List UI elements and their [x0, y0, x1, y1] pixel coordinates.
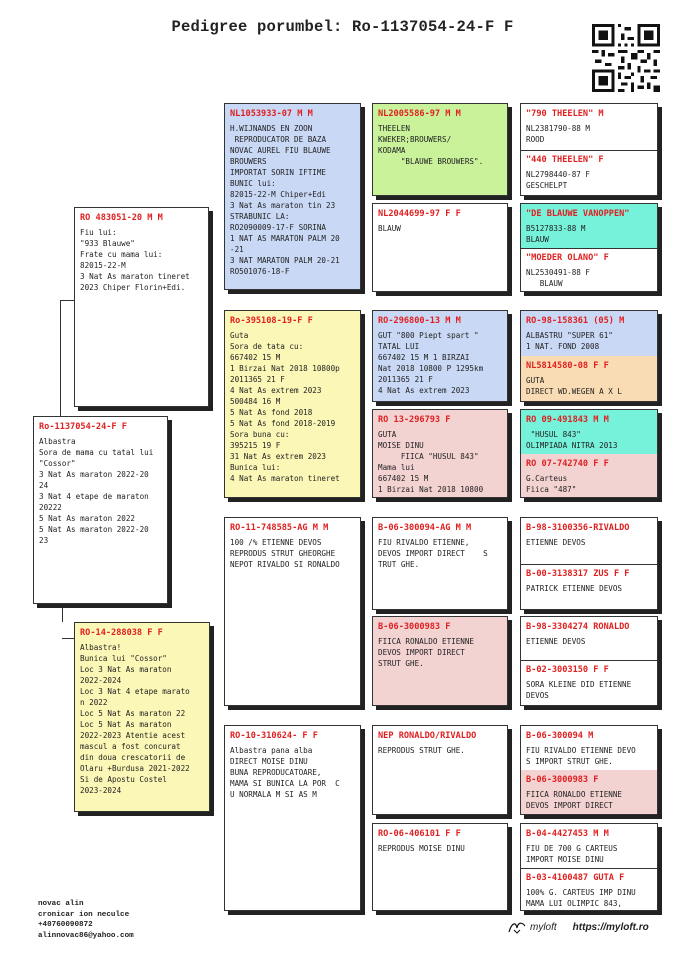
ring-number: NL2044699-97 F F	[378, 209, 461, 219]
pigeon-card-gen2-3[interactable]	[224, 517, 361, 706]
ring-number: "DE BLAUWE VANOPPEN"	[526, 209, 630, 219]
pigeon-card-gen4-10[interactable]	[521, 564, 657, 609]
website-link[interactable]: https://myloft.ro	[572, 921, 649, 933]
pigeon-notes: NL2381790-88 M ROOD	[526, 124, 591, 144]
pigeon-notes: NL2798440-87 F GESCHELPT	[526, 170, 591, 190]
pigeon-card-gen3-3[interactable]	[372, 310, 508, 402]
myloft-logo-icon	[508, 920, 526, 934]
brand-footer	[508, 920, 649, 934]
pigeon-card-gen3-5[interactable]	[372, 517, 508, 610]
pigeon-notes: ETIENNE DEVOS	[526, 538, 586, 547]
pigeon-card-gen4-2[interactable]	[521, 150, 657, 195]
ring-number: B-06-3000983 F	[526, 775, 599, 785]
pigeon-card-gen4-16[interactable]	[521, 868, 657, 910]
ring-number: B-06-3000983 F	[378, 622, 451, 632]
pigeon-notes: FIU DE 700 G CARTEUS IMPORT MOISE DINU	[526, 844, 618, 864]
pigeon-card-gen4-7[interactable]	[521, 410, 657, 454]
pigeon-card-gen4-pair-2	[520, 203, 658, 292]
ring-number: RO-11-748585-AG M M	[230, 523, 329, 533]
pigeon-notes: GUT "800 Piept spart " TATAL LUI 667402 15 M 1 BIRZAI Nat 2018 10800 P 1295km 2011365 21 F 4 Nat As extrem 2023	[378, 331, 484, 395]
pigeon-notes: NL2530491-88 F BLAUW	[526, 268, 591, 288]
pigeon-card-gen4-pair-8	[520, 823, 658, 911]
pigeon-notes: 100% G. CARTEUS IMP DINU MAMA LUI OLIMPIC 843,	[526, 888, 636, 908]
pigeon-card-gen4-12[interactable]	[521, 660, 657, 705]
pigeon-card-gen4-pair-1	[520, 103, 658, 196]
pigeon-card-subject[interactable]	[33, 416, 168, 604]
ring-number: NL2005586-97 M M	[378, 109, 461, 119]
pigeon-notes: Fiu lui: "933 Blauwe" Frate cu mama lui: 82015-22-M 3 Nat As maraton tineret 2023 Chiper Florin+Edi.	[80, 228, 190, 292]
ring-number: NEP RONALDO/RIVALDO	[378, 731, 477, 741]
pigeon-card-gen4-6[interactable]	[521, 356, 657, 401]
pigeon-notes: B5127833-88 M BLAUW	[526, 224, 586, 244]
ring-number: "440 THEELEN" F	[526, 155, 604, 165]
pigeon-notes: Albastra! Bunica lui "Cossor" Loc 3 Nat As maraton 2022-2024 Loc 3 Nat 4 etape marato n 2022 Loc 5 Nat As maraton 22 Loc 5 Nat As maraton 2022-2023 Atentie acest mascul a fost concurat din doua crescatorii de Olaru +Burdusa 2021-2022 Si de Apostu Costel 2023-2024	[80, 643, 190, 795]
ring-number: B-98-3304274 RONALDO	[526, 622, 630, 632]
pigeon-card-gen4-pair-4	[520, 409, 658, 498]
pigeon-card-gen3-6[interactable]	[372, 616, 508, 706]
pigeon-card-gen2-1[interactable]	[224, 103, 361, 290]
pigeon-card-gen4-9[interactable]	[521, 518, 657, 564]
pigeon-notes: FIU RIVALDO ETIENNE, DEVOS IMPORT DIRECT S TRUT GHE.	[378, 538, 488, 569]
pigeon-card-gen2-2[interactable]	[224, 310, 361, 498]
pigeon-card-gen4-11[interactable]	[521, 617, 657, 660]
pigeon-notes: SORA KLEINE DID ETIENNE DEVOS	[526, 680, 632, 700]
ring-number: RO-296800-13 M M	[378, 316, 461, 326]
pigeon-notes: FIU RIVALDO ETIENNE DEVO S IMPORT STRUT GHE.	[526, 746, 636, 766]
pigeon-card-gen2-4[interactable]	[224, 725, 361, 911]
ring-number: B-04-4427453 M M	[526, 829, 609, 839]
pigeon-card-gen4-pair-6	[520, 616, 658, 706]
pigeon-notes: ALBASTRU "SUPER 61" 1 NAT. FOND 2008	[526, 331, 613, 351]
pigeon-notes: REPRODUS MOISE DINU	[378, 844, 465, 853]
pigeon-card-gen3-4[interactable]	[372, 409, 508, 498]
ring-number: B-06-300094 M	[526, 731, 594, 741]
pigeon-notes: G.Carteus Fiica "487"	[526, 474, 577, 494]
pigeon-card-gen4-pair-7	[520, 725, 658, 815]
pigeon-card-gen4-pair-3	[520, 310, 658, 402]
ring-number: RO 13-296793 F	[378, 415, 451, 425]
pigeon-notes: FIICA RONALDO ETIENNE DEVOS IMPORT DIRECT STRUT GHE.	[378, 637, 475, 668]
owner-email[interactable]: alinnovac86@yahoo.com	[38, 931, 134, 940]
connector-line	[60, 300, 61, 416]
ring-number: RO-14-288038 F F	[80, 628, 163, 638]
ring-number: RO 09-491843 M M	[526, 415, 609, 425]
pigeon-card-gen4-8[interactable]	[521, 454, 657, 497]
pigeon-card-gen3-2[interactable]	[372, 203, 508, 292]
pigeon-card-gen4-14[interactable]	[521, 770, 657, 814]
ring-number: RO-06-406101 F F	[378, 829, 461, 839]
qr-code-icon	[592, 24, 660, 92]
ring-number: Ro-395108-19-F F	[230, 316, 313, 326]
connector-line	[62, 606, 63, 622]
ring-number: NL5814580-08 F F	[526, 361, 609, 371]
pigeon-card-gen3-1[interactable]	[372, 103, 508, 196]
pigeon-notes: Albastra pana alba DIRECT MOISE DINU BUNA REPRODUCATOARE, MAMA SI BUNICA LA POR C U NORMALA M SI AS M	[230, 746, 340, 799]
pigeon-notes: GUTA DIRECT WD.WEGEN A X L	[526, 376, 623, 396]
pigeon-notes: Albastra Sora de mama cu tatal lui "Cossor" 3 Nat As maraton 2022-20 24 3 Nat 4 etape de maraton 20222 5 Nat As maraton 2022 5 Nat As maraton 2022-20 23	[39, 437, 154, 545]
pigeon-notes: PATRICK ETIENNE DEVOS	[526, 584, 623, 593]
page-title: Pedigree porumbel: Ro-1137054-24-F F	[171, 18, 514, 36]
ring-number: B-98-3100356-RIVALDO	[526, 523, 630, 533]
pigeon-notes: "HUSUL 843" OLIMPIADA NITRA 2013	[526, 430, 618, 450]
pigeon-card-gen4-3[interactable]	[521, 204, 657, 248]
pigeon-notes: ETIENNE DEVOS	[526, 637, 586, 646]
owner-phone[interactable]: +40760090872	[38, 921, 93, 929]
ring-number: B-06-300094-AG M M	[378, 523, 472, 533]
pigeon-card-gen4-5[interactable]	[521, 311, 657, 356]
pigeon-notes: FIICA RONALDO ETIENNE DEVOS IMPORT DIRECT	[526, 790, 623, 810]
owner-name: novac alin	[38, 900, 84, 908]
ring-number: "MOEDER OLANO" F	[526, 253, 609, 263]
ring-number: B-02-3003150 F F	[526, 665, 609, 675]
ring-number: B-00-3138317 ZUS F F	[526, 569, 630, 579]
pigeon-card-gen3-7[interactable]	[372, 725, 508, 815]
ring-number: RO-98-158361 (05) M	[526, 316, 625, 326]
ring-number: RO-10-310624- F F	[230, 731, 318, 741]
pigeon-notes: H.WIJNANDS EN ZOON REPRODUCATOR DE BAZA NOVAC AUREL FIU BLAUWE BROUWERS IMPORTAT SORIN IFTIME BUNIC lui: 82015-22-M Chiper+Edi 3 Nat As maraton tin 23 STRABUNIC LA: RO2090009-17-F SORINA 1 NAT AS MARATON PALM 20 -21 3 NAT MARATON PALM 20-21 RO501076-18-F	[230, 124, 340, 276]
pigeon-notes: Guta Sora de tata cu: 667402 15 M 1 Birzai Nat 2018 10800p 2011365 21 F 4 Nat As extrem 2023 500484 16 M 5 Nat As fond 2018 5 Nat As fond 2018-2019 Sora buna cu: 395215 19 F 31 Nat As extrem 2023 Bunica lui: 4 Nat As maraton tineret	[230, 331, 340, 483]
ring-number: RO 07-742740 F F	[526, 459, 609, 469]
ring-number: "790 THEELEN" M	[526, 109, 604, 119]
ring-number: B-03-4100487 GUTA F	[526, 873, 625, 883]
pigeon-card-sire[interactable]	[74, 207, 209, 407]
brand-logo-text: myloft	[530, 921, 557, 933]
pigeon-card-gen3-8[interactable]	[372, 823, 508, 911]
owner-contact	[38, 899, 134, 941]
pigeon-notes: 100 /% ETIENNE DEVOS REPRODUS STRUT GHEORGHE NEPOT RIVALDO SI RONALDO	[230, 538, 340, 569]
pigeon-card-gen4-15[interactable]	[521, 824, 657, 868]
pigeon-card-gen4-1[interactable]	[521, 104, 657, 150]
ring-number: RO 483051-20 M M	[80, 213, 163, 223]
pigeon-card-gen4-4[interactable]	[521, 248, 657, 291]
ring-number: NL1053933-07 M M	[230, 109, 313, 119]
ring-number: Ro-1137054-24-F F	[39, 422, 127, 432]
connector-line	[62, 638, 74, 639]
pigeon-card-gen4-13[interactable]	[521, 726, 657, 770]
pigeon-notes: BLAUW	[378, 224, 401, 233]
pigeon-notes: REPRODUS STRUT GHE.	[378, 746, 465, 755]
pigeon-notes: GUTA MOISE DINU FIICA "HUSUL 843" Mama lui 667402 15 M 1 Birzai Nat 2018 10800	[378, 430, 484, 494]
pigeon-card-gen4-pair-5	[520, 517, 658, 610]
pigeon-card-dam[interactable]	[74, 622, 210, 812]
pigeon-notes: THEELEN KWEKER;BROUWERS/ KODAMA "BLAUWE BROUWERS".	[378, 124, 484, 166]
owner-address: cronicar ion neculce	[38, 910, 130, 919]
